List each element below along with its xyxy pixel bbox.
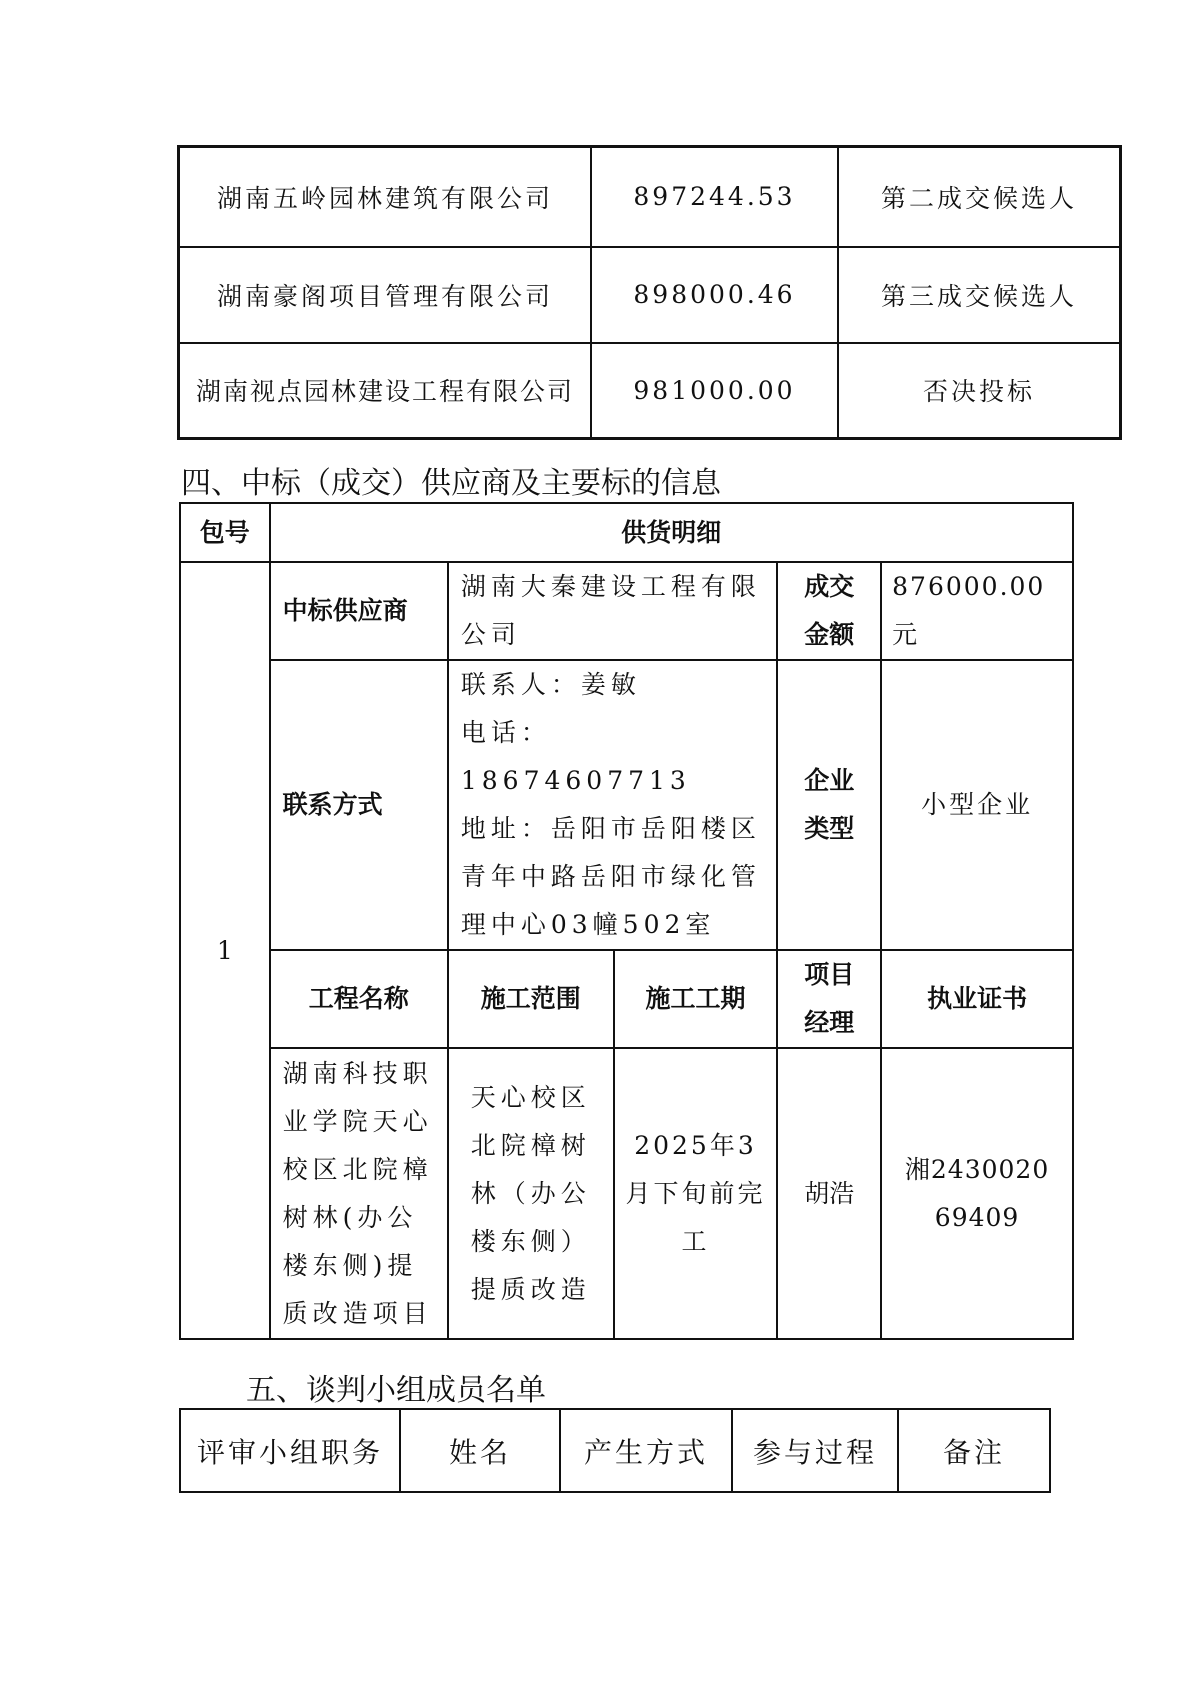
header-name: 姓名: [400, 1409, 560, 1492]
table-row: [180, 1048, 1073, 1339]
table-row: [180, 950, 1073, 1048]
scope-label: 施工范围: [448, 950, 614, 1048]
amount-value: 876000.00元: [881, 562, 1073, 660]
section4-heading: 四、中标（成交）供应商及主要标的信息: [181, 466, 721, 501]
contact-phone: 电话：18674607713: [460, 718, 691, 795]
company-cell: 湖南豪阁项目管理有限公司: [179, 247, 592, 343]
contact-address: 地址：岳阳市岳阳楼区青年中路岳阳市绿化管理中心03幢502室: [460, 814, 761, 939]
table-row: [179, 343, 1121, 439]
manager-value: 胡浩: [777, 1048, 881, 1339]
supplier-label: 中标供应商: [270, 562, 448, 660]
result-cell: 否决投标: [838, 343, 1121, 439]
scope-value: 天心校区北院樟树林（办公楼东侧）提质改造: [448, 1048, 614, 1339]
period-value: 2025年3月下旬前完工: [614, 1048, 778, 1339]
section5-heading: 五、谈判小组成员名单: [246, 1373, 546, 1408]
header-method: 产生方式: [560, 1409, 732, 1492]
company-cell: 湖南五岭园林建筑有限公司: [179, 147, 592, 247]
supplier-name: 湖南大秦建设工程有限公司: [448, 562, 778, 660]
period-label: 施工工期: [614, 950, 778, 1048]
table-row: [180, 503, 1073, 562]
amount-label: 成交金额: [777, 562, 881, 660]
amount-cell: 981000.00: [591, 343, 838, 439]
project-name-label: 工程名称: [270, 950, 448, 1048]
package-number: 1: [180, 562, 270, 1339]
header-process: 参与过程: [732, 1409, 898, 1492]
amount-cell: 898000.46: [591, 247, 838, 343]
detail-header: 供货明细: [270, 503, 1073, 562]
contact-label: 联系方式: [270, 660, 448, 950]
enterprise-type-value: 小型企业: [881, 660, 1073, 950]
result-cell: 第三成交候选人: [838, 247, 1121, 343]
result-cell: 第二成交候选人: [838, 147, 1121, 247]
contact-person: 联系人：姜敏: [460, 670, 641, 699]
cert-value: 湘243002069409: [881, 1048, 1073, 1339]
negotiation-group-table: [179, 1408, 1051, 1493]
table-row: [180, 660, 1073, 950]
header-position: 评审小组职务: [180, 1409, 400, 1492]
manager-label: 项目经理: [777, 950, 881, 1048]
table-row: [180, 1409, 1050, 1492]
company-cell: 湖南视点园林建设工程有限公司: [179, 343, 592, 439]
cert-label: 执业证书: [881, 950, 1073, 1048]
project-name-value: 湖南科技职业学院天心校区北院樟树林(办公楼东侧)提质改造项目: [270, 1048, 448, 1339]
enterprise-type-label: 企业类型: [777, 660, 881, 950]
header-remarks: 备注: [898, 1409, 1050, 1492]
table-row: [179, 247, 1121, 343]
amount-cell: 897244.53: [591, 147, 838, 247]
supplier-info-table: [179, 502, 1074, 1340]
contact-info: [448, 660, 778, 950]
table-row: [179, 147, 1121, 247]
candidates-table: [177, 145, 1122, 440]
table-row: [180, 562, 1073, 660]
package-header: 包号: [180, 503, 270, 562]
